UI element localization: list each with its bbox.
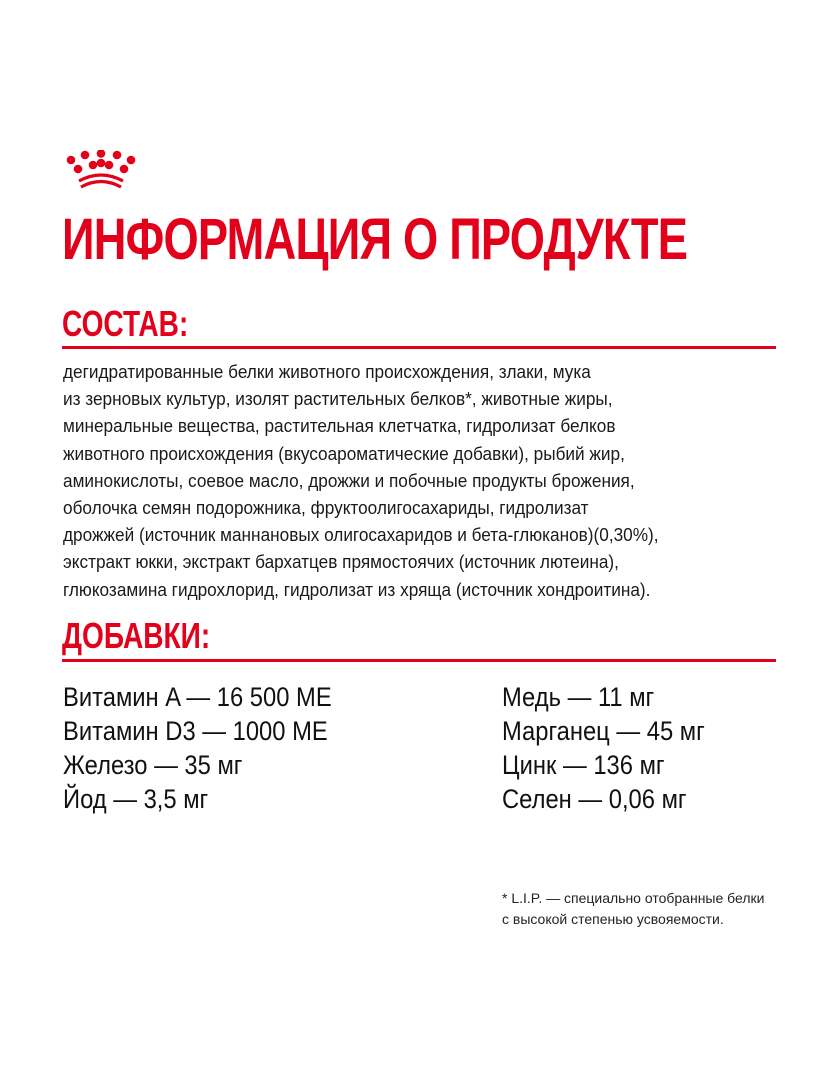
additives-left-column <box>63 680 332 816</box>
footnote-line: * L.I.P. — специально отобранные белки <box>502 890 765 906</box>
additive-item: Железо — 35 мг <box>63 750 243 780</box>
additive-item: Витамин D3 — 1000 МЕ <box>63 716 328 746</box>
additive-item: Медь — 11 мг <box>502 682 655 712</box>
composition-line: минеральные вещества, растительная клетчатка, гидролизат белков <box>63 415 616 437</box>
composition-line: глюкозамина гидрохлорид, гидролизат из хряща (источник хондроитина). <box>63 578 651 600</box>
composition-line: аминокислоты, соевое масло, дрожжи и побочные продукты брожения, <box>63 469 635 491</box>
additive-item: Йод — 3,5 мг <box>63 784 209 814</box>
additives-heading: ДОБАВКИ: <box>62 615 211 656</box>
composition-line: оболочка семян подорожника, фруктоолигосахариды, гидролизат <box>63 497 589 519</box>
composition-text <box>63 358 751 603</box>
royal-canin-crown-icon <box>66 150 136 194</box>
page-title: ИНФОРМАЦИЯ О ПРОДУКТЕ <box>62 207 688 272</box>
composition-line: экстракт юкки, экстракт бархатцев прямостоячих (источник лютеина), <box>63 551 619 573</box>
composition-divider <box>62 346 776 349</box>
composition-line: из зерновых культур, изолят растительных белков*, животные жиры, <box>63 388 613 410</box>
composition-line: дрожжей (источник маннановых олигосахаридов и бета-глюканов)(0,30%), <box>63 524 659 546</box>
composition-line: дегидратированные белки животного происхождения, злаки, мука <box>63 361 591 382</box>
composition-heading: СОСТАВ: <box>62 303 189 344</box>
additives-right-column <box>502 680 705 816</box>
additive-item: Витамин A — 16 500 МЕ <box>63 682 332 712</box>
additive-item: Селен — 0,06 мг <box>502 784 687 814</box>
additive-item: Марганец — 45 мг <box>502 716 705 746</box>
additive-item: Цинк — 136 мг <box>502 750 665 780</box>
footnote <box>502 888 764 930</box>
composition-line: животного происхождения (вкусоароматические добавки), рыбий жир, <box>63 442 625 464</box>
additives-divider <box>62 659 776 662</box>
footnote-line: с высокой степенью усвояемости. <box>502 911 724 927</box>
